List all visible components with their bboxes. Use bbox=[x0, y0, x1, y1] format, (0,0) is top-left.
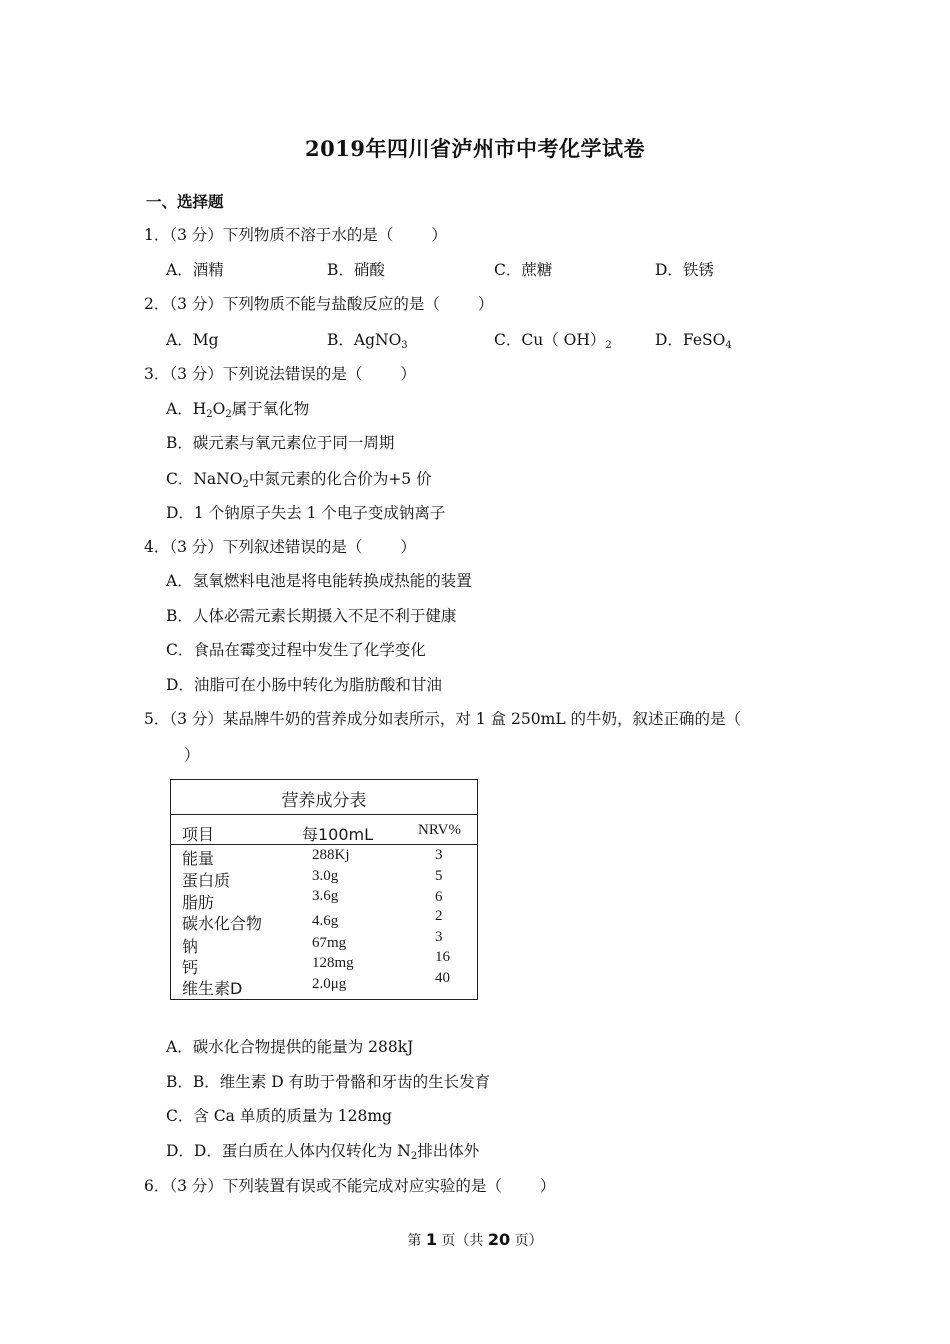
question-6-text: 6．（3 分）下列装置有误或不能完成对应实验的是（ bbox=[144, 1177, 502, 1195]
subscript: 2 bbox=[206, 409, 213, 420]
footer-text: 第 bbox=[407, 1233, 426, 1249]
question-2-option-d bbox=[655, 328, 732, 351]
table-header-item: 项目 bbox=[182, 825, 215, 844]
question-1-option-a: A．酒精 bbox=[166, 261, 224, 279]
question-3-option-c bbox=[166, 467, 432, 490]
question-2-stem bbox=[144, 292, 493, 314]
question-4-option-c: C．食品在霉变过程中发生了化学变化 bbox=[166, 641, 426, 659]
table-cell-item: 钠 bbox=[182, 937, 199, 956]
option-a-suffix: 属于氧化物 bbox=[231, 400, 310, 418]
subscript: 2 bbox=[410, 1151, 418, 1162]
option-c-suffix: 中氮元素的化合价为+5 价 bbox=[248, 470, 432, 488]
subscript: 3 bbox=[401, 340, 408, 351]
table-divider bbox=[171, 814, 477, 815]
question-2-option-c bbox=[494, 328, 612, 351]
question-3-option-b: B．碳元素与氧元素位于同一周期 bbox=[166, 434, 395, 452]
table-cell-amount: 2.0μg bbox=[312, 976, 347, 992]
table-cell-nrv: 2 bbox=[435, 908, 443, 924]
question-4-stem bbox=[144, 535, 416, 557]
option-d-suffix: 排出体外 bbox=[417, 1142, 480, 1160]
footer-text: 页） bbox=[510, 1233, 543, 1249]
question-2-option-b-text: B．AgNO bbox=[327, 331, 402, 349]
question-6-stem bbox=[144, 1174, 555, 1196]
question-2-close: ） bbox=[477, 295, 494, 313]
question-4-close: ） bbox=[400, 538, 416, 556]
question-4-option-a: A．氢氧燃料电池是将电能转换成热能的装置 bbox=[166, 572, 472, 590]
table-cell-item: 碳水化合物 bbox=[182, 914, 263, 933]
table-cell-item: 维生素D bbox=[182, 979, 243, 998]
table-cell-nrv: 40 bbox=[435, 970, 450, 986]
question-2-text: 2．（3 分）下列物质不能与盐酸反应的是（ bbox=[144, 295, 440, 313]
footer-text: 页（共 bbox=[436, 1233, 488, 1249]
table-cell-amount: 3.6g bbox=[312, 888, 339, 904]
table-cell-nrv: 16 bbox=[435, 949, 450, 965]
question-5-close: ） bbox=[184, 746, 200, 764]
option-c-prefix: C．NaNO bbox=[166, 470, 243, 488]
table-cell-amount: 288Kj bbox=[312, 847, 350, 863]
table-cell-nrv: 3 bbox=[435, 847, 443, 863]
table-cell-item: 能量 bbox=[182, 849, 215, 868]
question-5-stem: 5．（3 分）某品牌牛奶的营养成分如表所示，对 1 盒 250mL 的牛奶，叙述正确的是（ bbox=[144, 710, 742, 728]
table-cell-item: 钙 bbox=[182, 958, 199, 977]
question-1-text: 1．（3 分）下列物质不溶于水的是（ bbox=[144, 226, 394, 244]
table-cell-nrv: 6 bbox=[435, 889, 443, 905]
question-1-close: ） bbox=[431, 226, 447, 244]
question-5-option-d bbox=[166, 1139, 479, 1162]
question-2-option-a: A．Mg bbox=[166, 331, 219, 349]
nutrition-table-title: 营养成分表 bbox=[281, 791, 367, 811]
question-3-option-d: D．1 个钠原子失去 1 个电子变成钠离子 bbox=[166, 504, 446, 522]
question-1-option-b: B．硝酸 bbox=[327, 261, 385, 279]
question-1-stem bbox=[144, 223, 447, 245]
table-cell-nrv: 5 bbox=[435, 868, 443, 884]
question-2-option-c-text: C．Cu（ OH） bbox=[494, 331, 606, 349]
subscript: 2 bbox=[225, 409, 232, 420]
question-2-option-b bbox=[327, 328, 408, 351]
question-1-option-c: C．蔗糖 bbox=[494, 261, 553, 279]
page-title: 2019年四川省泸州市中考化学试卷 bbox=[305, 136, 645, 161]
table-cell-item: 脂肪 bbox=[182, 893, 215, 912]
table-cell-amount: 128mg bbox=[312, 955, 354, 971]
question-5-option-c: C．含 Ca 单质的质量为 128mg bbox=[166, 1107, 392, 1125]
subscript: 2 bbox=[605, 340, 612, 351]
question-5-option-a: A．碳水化合物提供的能量为 288kJ bbox=[166, 1038, 414, 1056]
table-cell-nrv: 3 bbox=[435, 929, 443, 945]
question-4-option-d: D．油脂可在小肠中转化为脂肪酸和甘油 bbox=[166, 676, 442, 694]
nutrition-table bbox=[170, 779, 478, 1000]
question-3-close: ） bbox=[400, 365, 416, 383]
subscript: 4 bbox=[725, 340, 732, 351]
question-2-option-d-text: D．FeSO bbox=[655, 331, 726, 349]
table-cell-amount: 4.6g bbox=[312, 913, 339, 929]
question-4-option-b: B．人体必需元素长期摄入不足不利于健康 bbox=[166, 607, 457, 625]
page-total: 20 bbox=[487, 1230, 511, 1249]
page-footer bbox=[0, 1230, 950, 1250]
question-4-text: 4．（3 分）下列叙述错误的是（ bbox=[144, 538, 363, 556]
subscript: 2 bbox=[242, 479, 249, 490]
option-a-mid: O bbox=[212, 400, 226, 418]
table-cell-item: 蛋白质 bbox=[182, 871, 231, 890]
question-6-close: ） bbox=[539, 1177, 556, 1195]
table-cell-amount: 3.0g bbox=[312, 868, 339, 884]
table-header-amount: 每100mL bbox=[302, 825, 374, 844]
page-number: 1 bbox=[425, 1230, 437, 1249]
table-cell-amount: 67mg bbox=[312, 935, 347, 951]
question-1-option-d: D．铁锈 bbox=[655, 261, 714, 279]
question-3-option-a bbox=[166, 397, 309, 420]
question-5-option-b: B．B．维生素 D 有助于骨骼和牙齿的生长发育 bbox=[166, 1073, 491, 1091]
table-divider bbox=[171, 844, 477, 845]
question-3-stem bbox=[144, 362, 416, 384]
question-3-text: 3．（3 分）下列说法错误的是（ bbox=[144, 365, 363, 383]
table-header-nrv: NRV% bbox=[418, 822, 461, 838]
section-heading: 一、选择题 bbox=[146, 192, 224, 211]
option-a-prefix: A．H bbox=[166, 400, 207, 418]
option-d-prefix: D．D．蛋白质在人体内仅转化为 N bbox=[166, 1142, 411, 1160]
